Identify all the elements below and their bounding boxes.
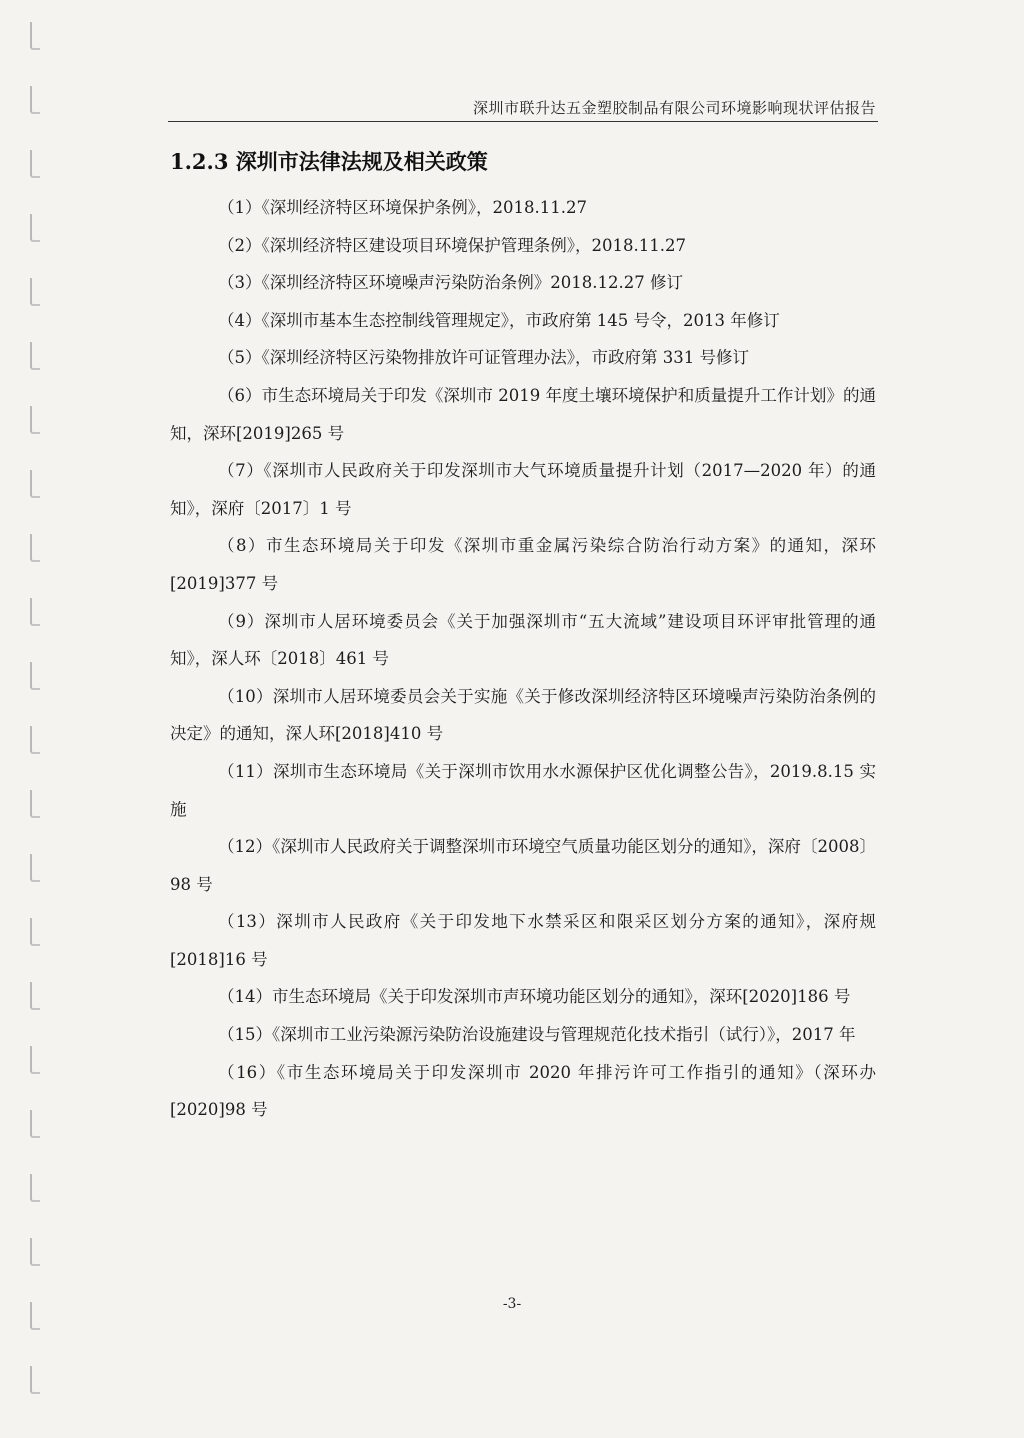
- reference-item: （5）《深圳经济特区污染物排放许可证管理办法》，市政府第 331 号修订: [218, 348, 749, 368]
- reference-item: （7）《深圳市人民政府关于印发深圳市大气环境质量提升计划（2017—2020 年）的通知》，深府〔2017〕1 号: [170, 461, 876, 518]
- reference-list: [170, 189, 876, 1129]
- page-header: 深圳市联升达五金塑胶制品有限公司环境影响现状评估报告: [472, 99, 876, 117]
- reference-item: （2）《深圳经济特区建设项目环境保护管理条例》，2018.11.27: [218, 235, 686, 255]
- reference-item: （1）《深圳经济特区环境保护条例》，2018.11.27: [218, 198, 587, 217]
- header-rule: [168, 121, 878, 122]
- binding-mark: [30, 1046, 40, 1074]
- binding-mark: [30, 534, 40, 562]
- reference-item: （12）《深圳市人民政府关于调整深圳市环境空气质量功能区划分的通知》，深府〔2008〕98 号: [170, 837, 876, 894]
- reference-item: （3）《深圳经济特区环境噪声污染防治条例》2018.12.27 修订: [218, 273, 683, 293]
- binding-mark: [30, 86, 40, 114]
- reference-item: （16）《市生态环境局关于印发深圳市 2020 年排污许可工作指引的通知》（深环办[2020]98 号: [170, 1062, 876, 1120]
- binding-mark: [30, 406, 40, 434]
- reference-item: （15）《深圳市工业污染源污染防治设施建设与管理规范化技术指引（试行）》，2017 年: [218, 1025, 856, 1045]
- binding-mark: [30, 790, 40, 818]
- binding-mark: [30, 1110, 40, 1138]
- binding-mark: [30, 726, 40, 754]
- binding-mark: [30, 854, 40, 882]
- binding-mark: [30, 470, 40, 498]
- binding-mark: [30, 1366, 40, 1394]
- binding-mark: [30, 1238, 40, 1266]
- reference-item: （9）深圳市人居环境委员会《关于加强深圳市“五大流域”建设项目环评审批管理的通知》，深人环〔2018〕461 号: [170, 611, 876, 669]
- reference-item: （8）市生态环境局关于印发《深圳市重金属污染综合防治行动方案》的通知，深环[2019]377 号: [170, 536, 876, 593]
- binding-mark: [30, 1174, 40, 1202]
- reference-item: （10）深圳市人居环境委员会关于实施《关于修改深圳经济特区环境噪声污染防治条例的决定》的通知，深人环[2018]410 号: [170, 686, 876, 744]
- binding-mark: [30, 342, 40, 370]
- binding-mark: [30, 598, 40, 626]
- reference-item: （6）市生态环境局关于印发《深圳市 2019 年度土壤环境保护和质量提升工作计划》的通知，深环[2019]265 号: [170, 385, 876, 443]
- binding-mark: [30, 150, 40, 178]
- binding-mark: [30, 22, 40, 50]
- binding-mark: [30, 982, 40, 1010]
- reference-item: （14）市生态环境局《关于印发深圳市声环境功能区划分的通知》，深环[2020]186 号: [218, 987, 851, 1007]
- reference-item: （4）《深圳市基本生态控制线管理规定》，市政府第 145 号令，2013 年修订: [218, 310, 780, 330]
- binding-mark: [30, 214, 40, 242]
- reference-item: （11）深圳市生态环境局《关于深圳市饮用水水源保护区优化调整公告》，2019.8.15 实施: [170, 761, 876, 819]
- binding-mark: [30, 278, 40, 306]
- section-title: 1.2.3 深圳市法律法规及相关政策: [170, 149, 488, 174]
- page-number: -3-: [502, 1296, 522, 1312]
- binding-mark: [30, 918, 40, 946]
- binding-mark: [30, 662, 40, 690]
- reference-item: （13）深圳市人民政府《关于印发地下水禁采区和限采区划分方案的通知》，深府规[2018]16 号: [170, 912, 876, 969]
- binding-marks: [28, 0, 42, 1438]
